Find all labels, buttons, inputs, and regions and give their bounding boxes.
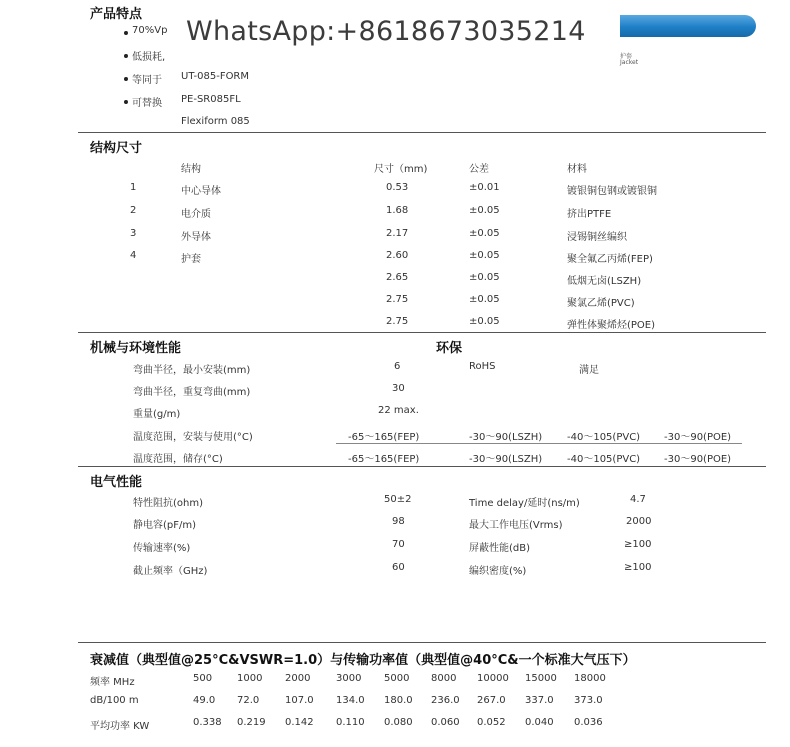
environment-title: 环保 [436,341,463,356]
attenuation-cell: 0.060 [431,717,460,728]
attenuation-cell: 0.040 [525,717,554,728]
row-label: 弯曲半径，重复弯曲(mm) [133,387,251,398]
attenuation-cell: 134.0 [336,695,365,706]
attenuation-cell: 8000 [431,673,457,684]
row-no: 4 [130,250,137,261]
attenuation-cell: 0.052 [477,717,506,728]
structure-header: 结构 [181,164,201,175]
row-value: -65～165(FEP) [348,454,420,465]
attenuation-cell: 0.036 [574,717,603,728]
attenuation-row-label: 平均功率 KW [90,721,150,732]
attenuation-cell: 267.0 [477,695,506,706]
row-c2: -40～105(PVC) [567,454,641,465]
row-material: 聚氯乙烯(PVC) [567,298,635,309]
row-no: 1 [130,182,137,193]
row-value: 6 [394,361,401,372]
row-c2: -40～105(PVC) [567,432,641,443]
row-value2: 2000 [626,516,652,527]
row-tol: ±0.05 [469,250,500,261]
row-tol: ±0.05 [469,272,500,283]
attenuation-cell: 0.080 [384,717,413,728]
attenuation-cell: 337.0 [525,695,554,706]
attenuation-cell: 2000 [285,673,311,684]
row-label2: 编织密度(%) [469,566,527,577]
row-c3: -30～90(POE) [664,432,732,443]
divider [78,332,766,333]
jacket-label-cn: 护套 [620,53,633,60]
row-size: 2.75 [386,316,409,327]
row-value: 70 [392,539,405,550]
attenuation-cell: 10000 [477,673,509,684]
attenuation-cell: 49.0 [193,695,216,706]
attenuation-cell: 5000 [384,673,410,684]
row-value: 60 [392,562,405,573]
attenuation-cell: 236.0 [431,695,460,706]
row-material: 镀银铜包钢或镀银铜 [567,186,657,197]
attenuation-cell: 0.338 [193,717,222,728]
row-label: 传输速率(%) [133,543,191,554]
attenuation-cell: 3000 [336,673,362,684]
row-c1: RoHS [469,361,496,372]
divider [78,132,766,133]
feature-bullet: 可替换 [132,98,162,109]
bullet-dot [124,100,128,104]
feature-bullet: 70%Vp [132,25,168,36]
row-tol: ±0.05 [469,205,500,216]
row-no: 3 [130,228,137,239]
structure-header: 材料 [567,164,587,175]
row-size: 0.53 [386,182,409,193]
divider [78,466,766,467]
row-value2: ≥100 [624,562,652,573]
cable-illustration [620,15,756,37]
row-material: 挤出PTFE [567,209,612,220]
jacket-label-en: Jacket [620,59,639,66]
row-label: 温度范围，安装与使用(°C) [133,432,253,443]
attenuation-cell: 373.0 [574,695,603,706]
row-name: 外导体 [181,232,211,243]
row-size: 2.75 [386,294,409,305]
attenuation-cell: 15000 [525,673,557,684]
row-size: 2.60 [386,250,409,261]
mechanical-title: 机械与环境性能 [90,341,182,356]
feature-bullet: 等同于 [132,75,162,86]
attenuation-cell: 1000 [237,673,263,684]
row-label2: 屏蔽性能(dB) [469,543,531,554]
row-label: 重量(g/m) [133,409,181,420]
row-c1: -30～90(LSZH) [469,454,543,465]
row-label2: Time delay/延时(ns/m) [469,498,580,509]
structure-header: 公差 [469,164,489,175]
row-label: 截止频率（GHz) [133,566,208,577]
row-c1: -30～90(LSZH) [469,432,543,443]
attenuation-cell: 500 [193,673,213,684]
row-label2: 最大工作电压(Vrms) [469,520,563,531]
feature-bullet: 低损耗, [132,52,166,63]
row-name: 护套 [181,254,201,265]
row-value: 22 max. [378,405,419,416]
watermark: WhatsApp:+8618673035214 [186,16,586,47]
attenuation-cell: 180.0 [384,695,413,706]
bullet-dot [124,54,128,58]
attenuation-cell: 107.0 [285,695,314,706]
row-value: 50±2 [384,494,412,505]
features-title: 产品特点 [90,7,143,22]
feature-value: PE-SR085FL [181,94,241,105]
bullet-dot [124,31,128,35]
row-value: -65～165(FEP) [348,432,420,443]
row-material: 低烟无卤(LSZH) [567,276,642,287]
row-label: 特性阻抗(ohm) [133,498,203,509]
row-tol: ±0.05 [469,228,500,239]
structure-title: 结构尺寸 [90,141,143,156]
row-value: 30 [392,383,405,394]
row-material: 聚全氟乙丙烯(FEP) [567,254,653,265]
row-material: 弹性体聚烯烃(POE) [567,320,656,331]
bullet-dot [124,77,128,81]
row-tol: ±0.05 [469,316,500,327]
attenuation-cell: 0.110 [336,717,365,728]
row-name: 中心导体 [181,186,221,197]
row-size: 1.68 [386,205,409,216]
attenuation-title: 衰减值（典型值@25°C&VSWR=1.0）与传输功率值（典型值@40°C&一个标准大气压下） [90,653,636,668]
attenuation-cell: 18000 [574,673,606,684]
attenuation-row-label: dB/100 m [90,695,139,706]
attenuation-cell: 0.142 [285,717,314,728]
attenuation-cell: 0.219 [237,717,266,728]
row-size: 2.17 [386,228,409,239]
row-name: 电介质 [181,209,211,220]
structure-header: 尺寸（mm) [374,164,428,175]
row-c3: -30～90(POE) [664,454,732,465]
feature-value: UT-085-FORM [181,71,250,82]
row-label: 弯曲半径，最小安装(mm) [133,365,251,376]
row-tol: ±0.05 [469,294,500,305]
attenuation-cell: 72.0 [237,695,260,706]
row-label: 静电容(pF/m) [133,520,197,531]
feature-extra: Flexiform 085 [181,116,250,127]
row-label: 温度范围，储存(°C) [133,454,223,465]
divider [78,642,766,643]
row-value: 98 [392,516,405,527]
attenuation-row-label: 频率 MHz [90,677,135,688]
row-size: 2.65 [386,272,409,283]
row-no: 2 [130,205,137,216]
row-value2: ≥100 [624,539,652,550]
row-divider [336,443,742,444]
row-material: 浸锡铜丝编织 [567,232,627,243]
electrical-title: 电气性能 [90,475,143,490]
row-tol: ±0.01 [469,182,500,193]
row-value2: 4.7 [630,494,646,505]
row-c2: 满足 [579,365,599,376]
